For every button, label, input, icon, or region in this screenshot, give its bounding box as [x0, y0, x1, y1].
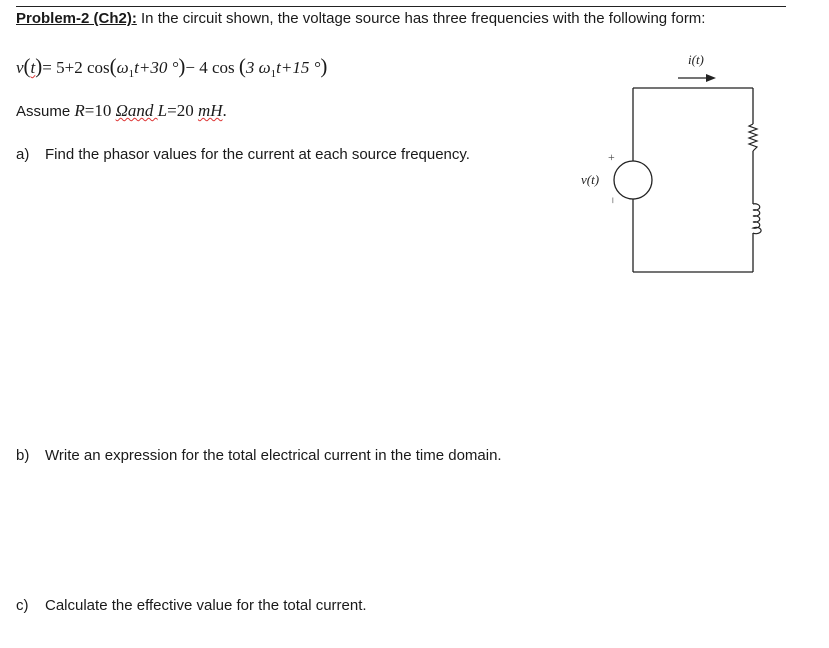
question-c-label: c): [16, 597, 29, 614]
eq-coef3: 3 ω: [245, 58, 271, 77]
current-label: i(t): [688, 52, 704, 67]
source-minus: −: [606, 197, 620, 204]
circuit-diagram: [560, 44, 780, 284]
top-rule: [16, 6, 786, 7]
source-label: v(t): [581, 172, 600, 187]
assume-l-val: =20: [167, 101, 198, 120]
resistor-icon: [749, 124, 757, 151]
assume-l: L: [157, 101, 168, 120]
voltage-equation: v(t)= 5+2 $\cos(\omega_1t+30$ °)− 4 cos (3 $\omega_1t+15$ °): [16, 54, 328, 80]
eq-sub1: 1: [128, 68, 135, 80]
question-a: [16, 146, 470, 163]
assume-prefix: Assume: [16, 103, 75, 120]
inductor-icon: [753, 204, 761, 234]
question-a-text: Find the phasor values for the current at each source frequency.: [45, 146, 470, 163]
assume-r: R: [74, 101, 85, 120]
assume-r-val: =10: [84, 101, 116, 120]
assume-ohm-and: Ωand: [115, 101, 158, 120]
assume-unit: mH: [197, 101, 223, 120]
current-arrow-icon: [678, 74, 716, 82]
eq-part1: = 5+2 cos: [42, 58, 110, 77]
question-a-label: a): [16, 146, 30, 163]
problem-heading: [16, 10, 705, 27]
question-b: [16, 447, 502, 464]
source-plus: +: [608, 150, 615, 164]
eq-v: v: [16, 58, 24, 77]
question-c-text: Calculate the effective value for the total current.: [45, 597, 367, 614]
eq-omega1: ω: [116, 58, 129, 77]
eq-sub2: 1: [270, 68, 277, 80]
question-c: [16, 597, 367, 614]
eq-t: t: [30, 58, 36, 77]
problem-intro: In the circuit shown, the voltage source has three frequencies with the following form:: [136, 10, 706, 27]
eq-arg2: t+15 °: [276, 58, 321, 77]
eq-part2: − 4 cos: [185, 58, 235, 77]
problem-label: Problem-2 (Ch2):: [16, 10, 137, 27]
eq-arg1: t+30 °: [134, 58, 179, 77]
assume-line: [16, 101, 227, 121]
voltage-source-icon: [614, 161, 652, 199]
question-b-text: Write an expression for the total electrical current in the time domain.: [45, 447, 502, 464]
question-b-label: b): [16, 447, 30, 464]
assume-dot: .: [222, 101, 227, 120]
